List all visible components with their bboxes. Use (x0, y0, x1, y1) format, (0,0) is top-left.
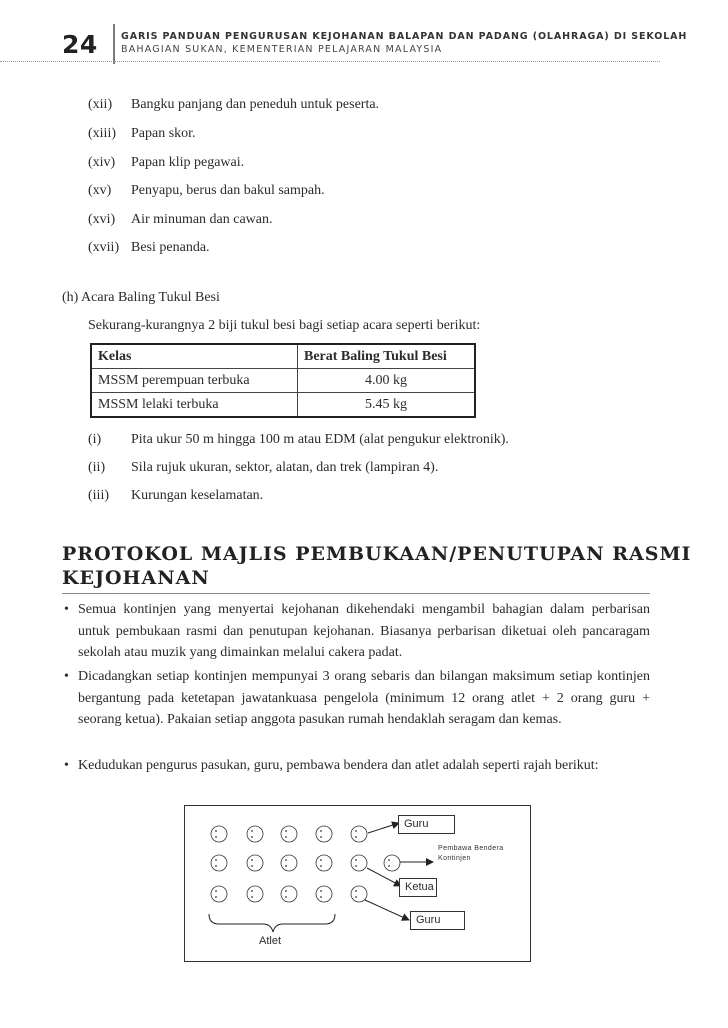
list-number: (ii) (88, 460, 106, 475)
label-flag-line1: Pembawa Bendera (438, 845, 504, 852)
table-row (91, 369, 475, 393)
list-item: Penyapu, berus dan bakul sampah. (131, 183, 325, 198)
section-h-heading: (h) Acara Baling Tukul Besi (62, 290, 220, 305)
list-number: (xvii) (88, 240, 120, 255)
list-item: Pita ukur 50 m hingga 100 m atau EDM (alat pengukur elektronik). (131, 432, 509, 447)
table-header-cell: Berat Baling Tukul Besi (298, 344, 476, 369)
table-header-row (91, 344, 475, 369)
bullet-paragraph (62, 599, 650, 664)
table-cell: 4.00 kg (298, 369, 476, 393)
bullet-text: Semua kontinjen yang menyertai kejohanan dikehendaki mengambil bahagian dalam perbarisan untuk pembukaan rasmi dan penutupan kejohanan. Biasanya perbarisan diketuai oleh pancaragam sekolah atau muzik yang dimainkan melalui cakera padat. (78, 602, 650, 660)
header-title: GARIS PANDUAN PENGURUSAN KEJOHANAN BALAPAN DAN PADANG (OLAHRAGA) DI SEKOLAH (121, 31, 688, 42)
formation-diagram (184, 805, 531, 962)
list-item: Kurungan keselamatan. (131, 488, 264, 503)
bullet-text: Dicadangkan setiap kontinjen mempunyai 3 orang sebaris dan bilangan maksimum setiap kontinjen bergantung pada ketetapan jawatankuasa pengelola (minimum 12 orang atlet + 2 orang guru + seorang ketua). Pakaian setiap anggota pasukan rumah hendaklah seragam dan kemas. (78, 669, 650, 727)
bullet-dot: • (64, 669, 69, 684)
hammer-weight-table (90, 343, 476, 418)
label-guru-top: Guru (398, 815, 455, 834)
header-subtitle: BAHAGIAN SUKAN, KEMENTERIAN PELAJARAN MALAYSIA (121, 44, 443, 55)
bullet-dot: • (64, 602, 69, 617)
bullet-paragraph (62, 755, 650, 777)
list-number: (iii) (88, 488, 109, 503)
page-number: 24 (62, 30, 98, 59)
table-row (91, 393, 475, 418)
person-icon (211, 826, 400, 902)
list-item: Besi penanda. (131, 240, 210, 255)
table-cell: MSSM lelaki terbuka (91, 393, 298, 418)
label-ketua: Ketua (399, 878, 437, 897)
section-heading-line2: KEJOHANAN (62, 567, 210, 589)
list-item: Air minuman dan cawan. (131, 212, 273, 227)
bullet-text: Kedudukan pengurus pasukan, guru, pembawa bendera dan atlet adalah seperti rajah berikut: (78, 758, 599, 773)
label-flag-bearer (438, 844, 504, 864)
list-number: (xv) (88, 183, 112, 198)
table-header-cell: Kelas (91, 344, 298, 369)
formation-lines (185, 806, 530, 961)
table-cell: 5.45 kg (298, 393, 476, 418)
list-item: Bangku panjang dan peneduh untuk peserta. (131, 97, 380, 112)
bullet-dot: • (64, 758, 69, 773)
list-number: (xii) (88, 97, 113, 112)
section-heading-line1: PROTOKOL MAJLIS PEMBUKAAN/PENUTUPAN RASMI (62, 543, 692, 565)
list-item: Sila rujuk ukuran, sektor, alatan, dan trek (lampiran 4). (131, 460, 439, 475)
section-h-intro: Sekurang-kurangnya 2 biji tukul besi bagi setiap acara seperti berikut: (88, 318, 481, 333)
header-divider (113, 24, 115, 64)
list-number: (i) (88, 432, 102, 447)
header-rule (0, 61, 660, 62)
table-cell: MSSM perempuan terbuka (91, 369, 298, 393)
label-flag-line2: Kontinjen (438, 855, 471, 862)
section-rule (62, 593, 650, 594)
list-number: (xvi) (88, 212, 116, 227)
bullet-paragraph (62, 666, 650, 731)
list-number: (xiv) (88, 155, 116, 170)
label-atlet: Atlet (259, 935, 282, 947)
list-number: (xiii) (88, 126, 116, 141)
label-guru-bottom: Guru (410, 911, 465, 930)
list-item: Papan skor. (131, 126, 196, 141)
list-item: Papan klip pegawai. (131, 155, 245, 170)
